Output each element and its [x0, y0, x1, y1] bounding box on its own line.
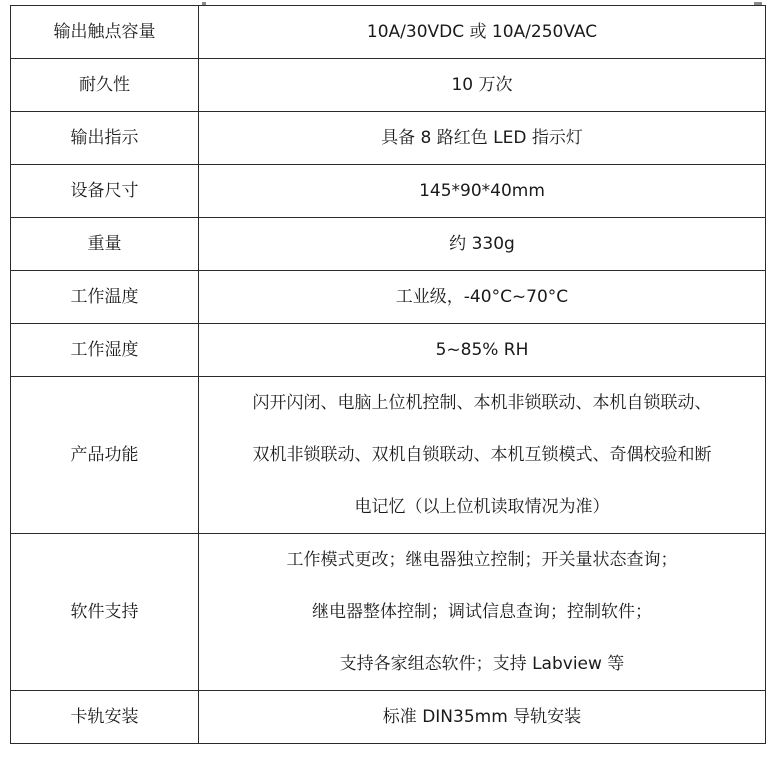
table-row	[11, 324, 766, 377]
table-row	[11, 218, 766, 271]
spec-value: 约 330g	[199, 218, 766, 271]
spec-value: 145*90*40mm	[199, 165, 766, 218]
spec-label: 工作温度	[11, 271, 199, 324]
spec-label: 工作湿度	[11, 324, 199, 377]
table-row	[11, 165, 766, 218]
spec-label: 耐久性	[11, 59, 199, 112]
spec-label: 重量	[11, 218, 199, 271]
spec-value: 标准 DIN35mm 导轨安装	[199, 691, 766, 744]
spec-label: 设备尺寸	[11, 165, 199, 218]
spec-label: 软件支持	[11, 534, 199, 691]
spec-value: 10A/30VDC 或 10A/250VAC	[199, 6, 766, 59]
table-row	[11, 271, 766, 324]
spec-value: 工业级，-40°C~70°C	[199, 271, 766, 324]
table-row	[11, 691, 766, 744]
table-row	[11, 6, 766, 59]
spec-label: 卡轨安装	[11, 691, 199, 744]
table-row	[11, 534, 766, 691]
spec-label: 输出指示	[11, 112, 199, 165]
spec-value: 工作模式更改；继电器独立控制；开关量状态查询； 继电器整体控制；调试信息查询；控制软件； 支持各家组态软件；支持 Labview 等	[199, 534, 766, 691]
spec-value: 具备 8 路红色 LED 指示灯	[199, 112, 766, 165]
spec-value: 10 万次	[199, 59, 766, 112]
spec-label: 输出触点容量	[11, 6, 199, 59]
spec-value: 5~85% RH	[199, 324, 766, 377]
spec-value: 闪开闪闭、电脑上位机控制、本机非锁联动、本机自锁联动、 双机非锁联动、双机自锁联动、本机互锁模式、奇偶校验和断 电记忆（以上位机读取情况为准）	[199, 377, 766, 534]
spec-label: 产品功能	[11, 377, 199, 534]
table-row	[11, 59, 766, 112]
table-row	[11, 112, 766, 165]
table-row	[11, 377, 766, 534]
spec-table	[10, 5, 766, 744]
